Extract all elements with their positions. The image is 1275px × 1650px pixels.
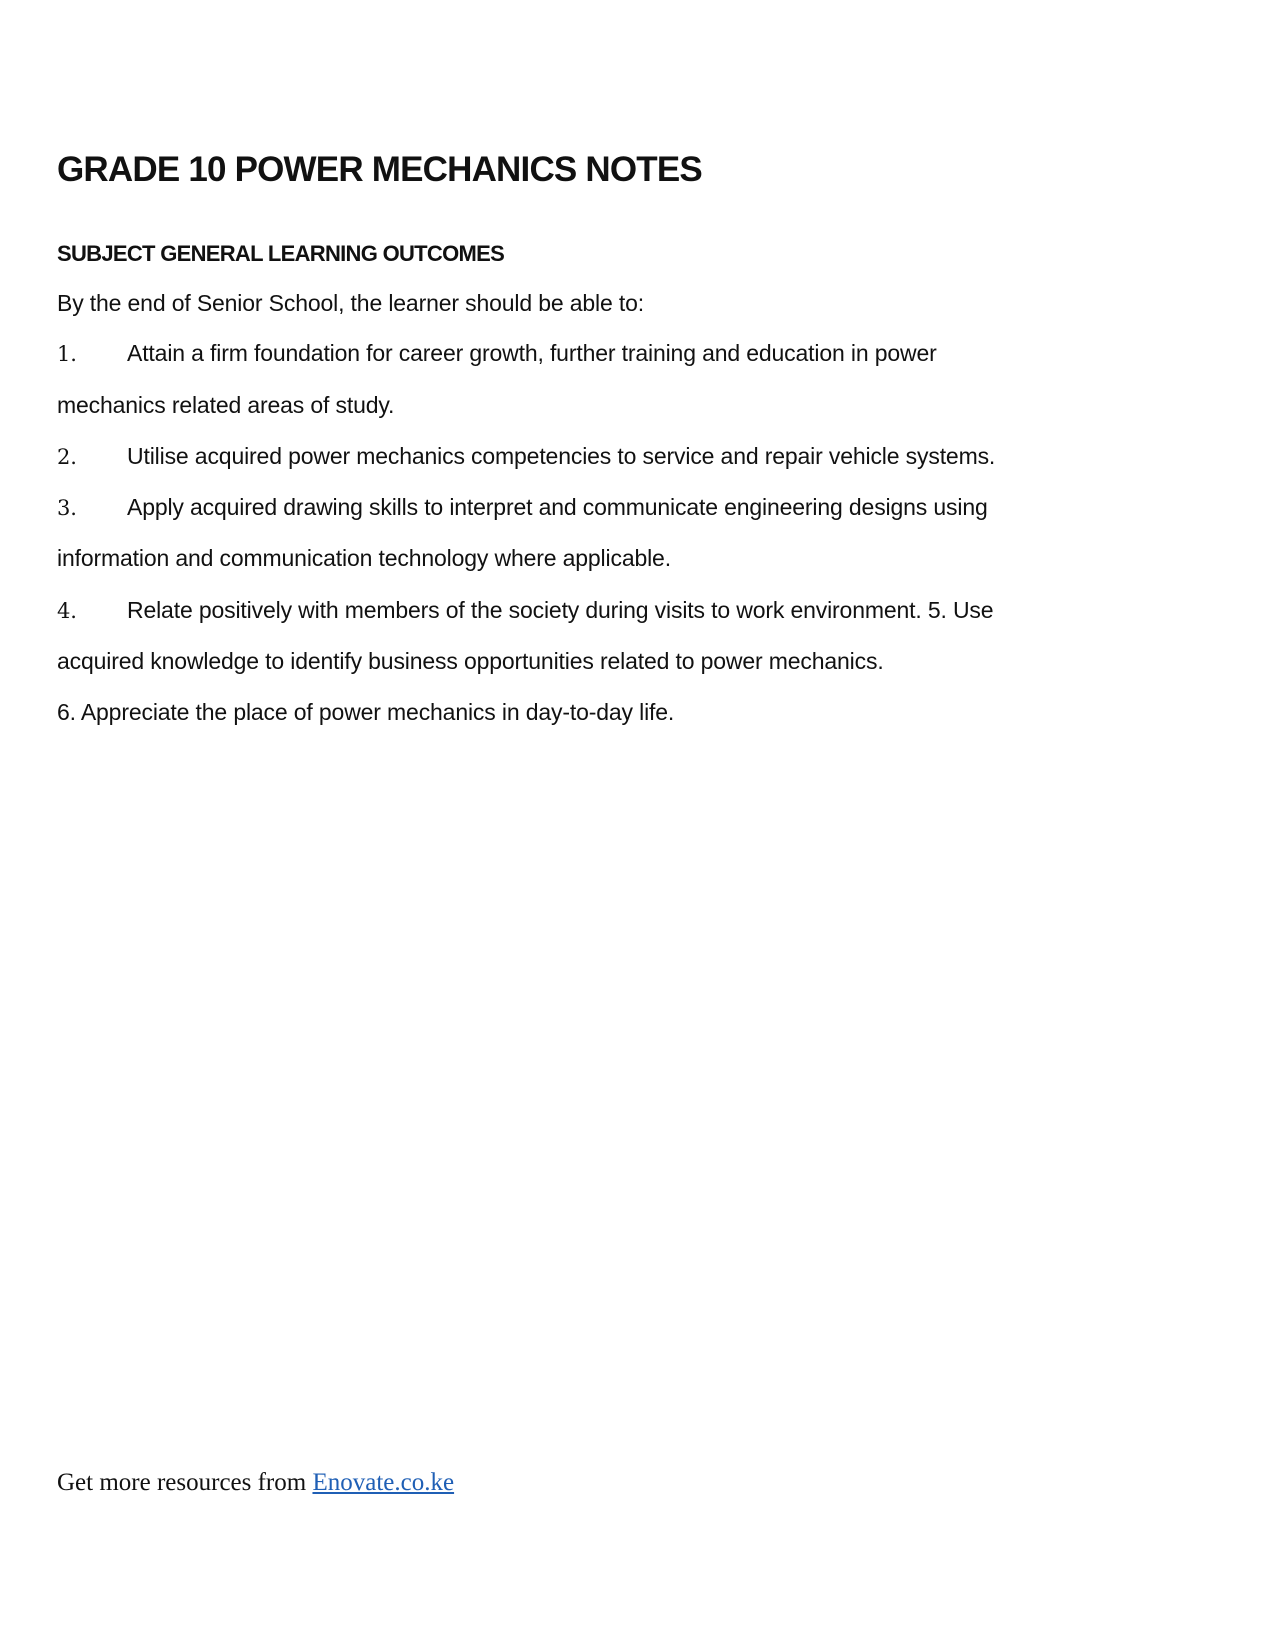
outcome-text: Apply acquired drawing skills to interpret and communicate engineering designs using — [127, 494, 988, 520]
outcome-text: Relate positively with members of the society during visits to work environment. 5. Use — [127, 597, 994, 623]
section-heading: SUBJECT GENERAL LEARNING OUTCOMES — [57, 241, 505, 266]
outcome-number: 2. — [57, 445, 77, 469]
outcome-4 — [57, 596, 993, 625]
outcome-6: 6. Appreciate the place of power mechanics in day-to-day life. — [57, 699, 675, 725]
outcome-number: 1. — [57, 342, 77, 366]
outcome-number: 4. — [57, 599, 77, 623]
document-title: GRADE 10 POWER MECHANICS NOTES — [57, 150, 702, 189]
footer-text — [57, 1468, 454, 1498]
outcome-3-continuation: information and communication technology where applicable. — [57, 545, 671, 571]
outcome-1 — [57, 339, 937, 368]
outcome-4-continuation: acquired knowledge to identify business opportunities related to power mechanics. — [57, 648, 884, 674]
outcome-1-continuation: mechanics related areas of study. — [57, 392, 395, 418]
outcome-3 — [57, 493, 988, 522]
intro-text: By the end of Senior School, the learner should be able to: — [57, 290, 644, 316]
footer-label: Get more resources from — [57, 1469, 313, 1496]
outcome-2 — [57, 442, 995, 471]
enovate-link[interactable]: Enovate.co.ke — [312, 1469, 455, 1496]
outcome-text: Attain a firm foundation for career growth, further training and education in power — [127, 340, 937, 366]
outcome-number: 3. — [57, 496, 77, 520]
outcome-text: Utilise acquired power mechanics competencies to service and repair vehicle systems. — [127, 443, 996, 469]
